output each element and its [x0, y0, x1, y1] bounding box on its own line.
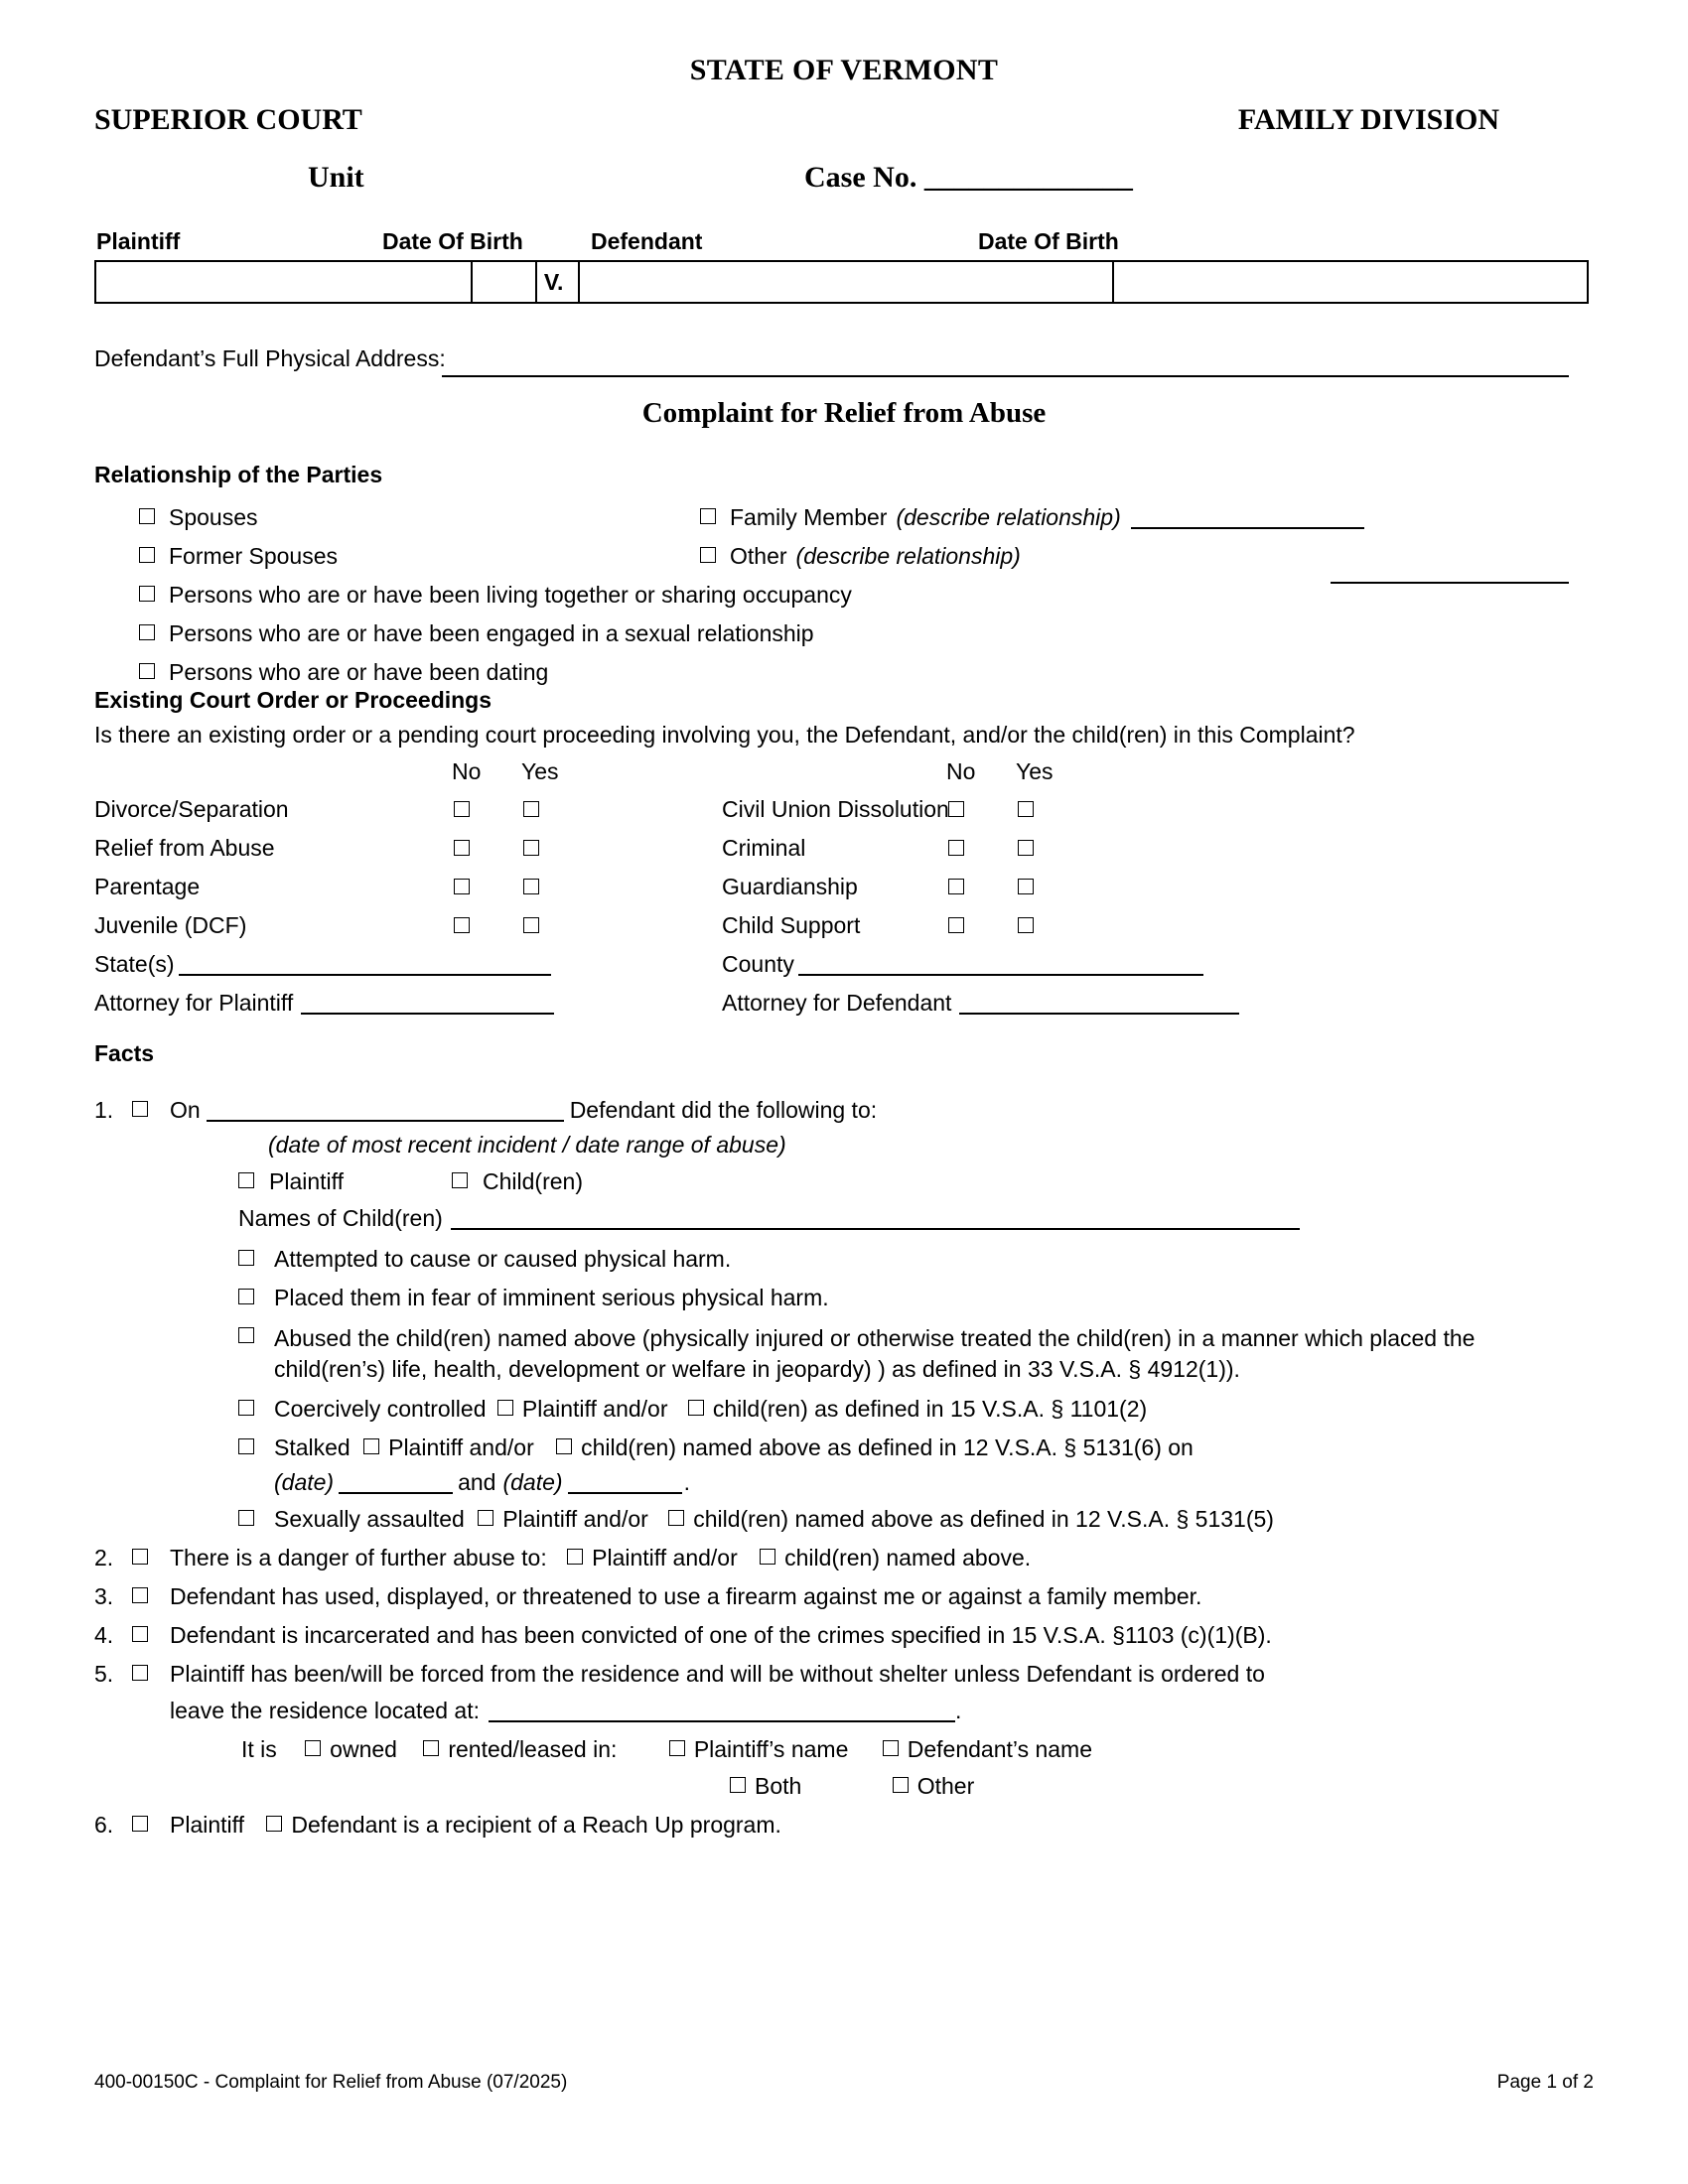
- page-number-label: Page 1 of 2: [1496, 2072, 1594, 2093]
- stalked-and-label: and: [458, 1469, 496, 1496]
- checkbox-icon-parentage-yes[interactable]: [523, 879, 539, 894]
- children-names-label: Names of Child(ren): [238, 1204, 443, 1231]
- checkbox-icon-abused-children[interactable]: [238, 1323, 274, 1350]
- relationship-option-label: Family Member: [730, 504, 888, 530]
- proceeding-label-civil-union: Civil Union Dissolution: [722, 795, 949, 822]
- checkbox-icon-fact-6-defendant[interactable]: [266, 1816, 282, 1832]
- victim-option-label: Child(ren): [483, 1167, 583, 1194]
- checkbox-icon-stalked-children[interactable]: [556, 1438, 572, 1454]
- checkbox-icon-guardianship-yes[interactable]: [1018, 879, 1034, 894]
- fact-item-2: [94, 1545, 1594, 1571]
- superior-court-label: SUPERIOR COURT: [94, 103, 362, 136]
- sexual-assault-text: Sexually assaulted: [274, 1506, 465, 1533]
- checkbox-icon[interactable]: [238, 1400, 254, 1416]
- proceedings-question: Is there an existing order or a pending court proceeding involving you, the Defendant, and/or the child(ren) in this Complaint?: [94, 722, 1355, 748]
- defendant-address-label: Defendant’s Full Physical Address:: [94, 345, 446, 371]
- versus-label: V.: [537, 262, 580, 302]
- stalked-plaintiff-label: Plaintiff and/or: [388, 1434, 534, 1461]
- defendant-address-input[interactable]: [442, 375, 1569, 377]
- stalked-dates-row: [94, 1469, 1594, 1496]
- checkbox-icon-coercive-plaintiff[interactable]: [497, 1400, 513, 1416]
- county-input[interactable]: [798, 974, 1203, 976]
- checkbox-icon-stalked-plaintiff[interactable]: [363, 1438, 379, 1454]
- relationship-option-sexual-relationship[interactable]: [139, 620, 814, 647]
- relationship-option-former-spouses[interactable]: [139, 543, 338, 570]
- relationship-section-heading: Relationship of the Parties: [94, 462, 383, 487]
- checkbox-icon[interactable]: [132, 1816, 148, 1832]
- checkbox-icon-guardianship-no[interactable]: [948, 879, 964, 894]
- plaintiff-column-label: Plaintiff: [96, 228, 181, 254]
- checkbox-icon-fact-3[interactable]: [132, 1583, 170, 1610]
- proceeding-label-juvenile: Juvenile (DCF): [94, 911, 247, 938]
- fact-number: 1.: [94, 1096, 114, 1123]
- fact-1-sub-stalked[interactable]: [94, 1434, 1594, 1461]
- defendant-address-row: [94, 345, 1594, 381]
- defendants-name-label: Defendant’s name: [907, 1736, 1093, 1763]
- fact-1-sub-abused-children[interactable]: [94, 1323, 1594, 1385]
- relationship-option-living-together[interactable]: [139, 582, 852, 609]
- fact-item-1: [94, 1097, 1594, 1124]
- checkbox-icon-divorce-yes[interactable]: [523, 801, 539, 817]
- fact-item-5[interactable]: [94, 1661, 1594, 1688]
- checkbox-icon-relief-no[interactable]: [454, 840, 470, 856]
- fact-1-sub-label: [274, 1396, 1147, 1423]
- checkbox-icon-sexual-children[interactable]: [668, 1510, 684, 1526]
- checkbox-icon[interactable]: [700, 508, 716, 524]
- checkbox-icon[interactable]: [132, 1101, 148, 1117]
- checkbox-icon-fact-2[interactable]: [132, 1545, 170, 1571]
- checkbox-icon[interactable]: [452, 1172, 468, 1188]
- checkbox-icon-criminal-no[interactable]: [948, 840, 964, 856]
- checkbox-icon-stalked[interactable]: [238, 1434, 274, 1461]
- stalked-date-1-label: (date): [274, 1469, 335, 1496]
- states-label: State(s): [94, 950, 175, 977]
- checkbox-icon-civil-union-yes[interactable]: [1018, 801, 1034, 817]
- states-input[interactable]: [179, 974, 551, 976]
- residence-address-input[interactable]: [489, 1720, 955, 1722]
- fact-2-text: [170, 1545, 1031, 1571]
- form-id-label: 400-00150C - Complaint for Relief from Abuse (07/2025): [94, 2072, 568, 2093]
- fact-1-victim-options: [94, 1168, 1594, 1195]
- form-body: [94, 40, 1594, 1839]
- caption-table: [94, 260, 1589, 304]
- victim-option-label: Plaintiff: [269, 1167, 345, 1194]
- checkbox-icon[interactable]: [139, 663, 155, 679]
- fact-1-text: [170, 1097, 877, 1124]
- stalked-date-2-input[interactable]: [568, 1492, 682, 1494]
- attorney-defendant-row: [722, 990, 1239, 1017]
- checkbox-icon[interactable]: [238, 1327, 254, 1343]
- proceedings-section-heading: Existing Court Order or Proceedings: [94, 687, 492, 713]
- fact-3-text: Defendant has used, displayed, or threatened to use a firearm against me or against a family member.: [170, 1583, 1202, 1610]
- checkbox-icon-sexual-plaintiff[interactable]: [478, 1510, 493, 1526]
- fact-2-lead: There is a danger of further abuse to:: [170, 1545, 547, 1571]
- checkbox-icon-placed-in-fear[interactable]: [238, 1285, 274, 1311]
- checkbox-icon-danger-children[interactable]: [760, 1549, 775, 1565]
- fact-number: 2.: [94, 1545, 114, 1571]
- checkbox-icon-sexual-assault[interactable]: [238, 1506, 274, 1533]
- fact-item-4[interactable]: [94, 1622, 1594, 1649]
- relationship-option-label: Other: [730, 543, 787, 569]
- fact-6-text: [170, 1812, 781, 1839]
- page-footer: [94, 2072, 1594, 2094]
- stalked-date-1-input[interactable]: [339, 1492, 453, 1494]
- relationship-option-spouses[interactable]: [139, 504, 258, 531]
- coercive-control-text: Coercively controlled: [274, 1396, 487, 1423]
- document-title: Complaint for Relief from Abuse: [641, 397, 1047, 429]
- incident-date-input[interactable]: [207, 1120, 564, 1122]
- family-division-label: FAMILY DIVISION: [1237, 103, 1499, 136]
- left-no-column-header: No: [452, 757, 482, 784]
- facts-section-heading: Facts: [94, 1039, 155, 1066]
- checkbox-icon-civil-union-no[interactable]: [948, 801, 964, 817]
- checkbox-icon-criminal-yes[interactable]: [1018, 840, 1034, 856]
- sexual-children-label: child(ren) named above as defined in 12 V.S.A. § 5131(5): [693, 1506, 1274, 1533]
- danger-plaintiff-label: Plaintiff and/or: [592, 1545, 738, 1571]
- fact-1-sub-label: [274, 1434, 1194, 1461]
- checkbox-icon-defendants-name[interactable]: [883, 1740, 899, 1756]
- stalked-text: Stalked: [274, 1434, 351, 1461]
- checkbox-icon[interactable]: [238, 1510, 254, 1526]
- proceeding-label-relief-from-abuse: Relief from Abuse: [94, 834, 275, 861]
- facts-list: [94, 1097, 1594, 1840]
- both-label: Both: [755, 1773, 802, 1800]
- checkbox-icon-child-support-yes[interactable]: [1018, 917, 1034, 933]
- family-member-describe-input[interactable]: [1131, 527, 1364, 529]
- checkbox-icon-both[interactable]: [730, 1777, 746, 1793]
- unit-label: Unit: [308, 161, 364, 194]
- fact-item-6: [94, 1812, 1594, 1839]
- relationship-option-hint: (describe relationship): [795, 543, 1021, 569]
- victim-option-children[interactable]: [452, 1168, 583, 1195]
- relationship-options: [94, 496, 1594, 685]
- proceeding-label-parentage: Parentage: [94, 873, 201, 899]
- proceeding-label-divorce: Divorce/Separation: [94, 795, 289, 822]
- checkbox-icon[interactable]: [238, 1289, 254, 1304]
- relationship-option-family-member[interactable]: [700, 504, 1364, 531]
- fact-1-sub-label: Placed them in fear of imminent serious physical harm.: [274, 1284, 829, 1310]
- coercive-plaintiff-label: Plaintiff and/or: [521, 1396, 668, 1423]
- checkbox-icon-other-owner[interactable]: [893, 1777, 909, 1793]
- checkbox-icon[interactable]: [132, 1665, 148, 1681]
- defendant-dob-input[interactable]: [1114, 262, 1587, 302]
- state-heading: STATE OF VERMONT: [689, 54, 999, 86]
- reach-up-defendant-text: Defendant is a recipient of a Reach Up program.: [291, 1812, 781, 1839]
- checkbox-icon-fact-6-plaintiff[interactable]: [132, 1812, 170, 1839]
- attorney-plaintiff-row: [94, 990, 554, 1017]
- other-describe-input[interactable]: [1331, 582, 1569, 584]
- checkbox-icon-divorce-no[interactable]: [454, 801, 470, 817]
- checkbox-icon[interactable]: [139, 624, 155, 640]
- right-yes-column-header: Yes: [1016, 757, 1054, 784]
- danger-children-label: child(ren) named above.: [784, 1545, 1032, 1571]
- fact-1-on-label: On: [170, 1096, 201, 1123]
- fact-1-sub-label: Abused the child(ren) named above (physically injured or otherwise treated the child(ren) in a manner which placed the child(ren’s) life, health, development or welfare in jeopardy) ) as defined in 33 V.S.A. § 4912(1)).: [274, 1324, 1476, 1382]
- relationship-option-hint: (describe relationship): [896, 504, 1121, 530]
- children-names-input[interactable]: [451, 1228, 1300, 1230]
- checkbox-icon-attempted[interactable]: [238, 1246, 274, 1273]
- stalked-period: .: [683, 1469, 690, 1496]
- county-field-row: [722, 951, 1203, 978]
- residence-ownership-row-2: [94, 1773, 1594, 1800]
- residence-address-row: [94, 1698, 1594, 1724]
- checkbox-icon[interactable]: [132, 1587, 148, 1603]
- caption-column-labels: [94, 228, 1594, 258]
- fact-5-text: Plaintiff has been/will be forced from the residence and will be without shelter unless Defendant is ordered to: [170, 1661, 1265, 1688]
- right-no-column-header: No: [946, 757, 976, 784]
- unit-case-row: [94, 161, 1594, 206]
- plaintiff-dob-column-label: Date Of Birth: [382, 228, 523, 254]
- owned-label: owned: [330, 1736, 397, 1763]
- fact-number: 5.: [94, 1661, 114, 1688]
- checkbox-icon-juvenile-yes[interactable]: [523, 917, 539, 933]
- residence-address-period: .: [954, 1698, 962, 1724]
- checkbox-icon-parentage-no[interactable]: [454, 879, 470, 894]
- fact-number: 3.: [94, 1583, 114, 1610]
- victim-option-plaintiff[interactable]: [238, 1168, 452, 1195]
- county-label: County: [722, 950, 794, 977]
- it-is-label: It is: [241, 1736, 277, 1763]
- relationship-option-label: Persons who are or have been engaged in a sexual relationship: [169, 620, 814, 646]
- proceeding-label-guardianship: Guardianship: [722, 873, 858, 899]
- checkbox-icon[interactable]: [700, 547, 716, 563]
- checkbox-icon-plaintiffs-name[interactable]: [669, 1740, 685, 1756]
- checkbox-icon[interactable]: [132, 1549, 148, 1565]
- children-names-row: [94, 1205, 1594, 1232]
- fact-1-sub-sexual-assault[interactable]: [94, 1506, 1594, 1533]
- checkbox-icon[interactable]: [139, 508, 155, 524]
- defendant-dob-column-label: Date Of Birth: [978, 228, 1119, 254]
- coercive-children-label: child(ren) as defined in 15 V.S.A. § 1101(2): [712, 1396, 1148, 1423]
- proceeding-label-child-support: Child Support: [722, 911, 861, 938]
- rented-label: rented/leased in:: [448, 1736, 618, 1763]
- checkbox-icon-danger-plaintiff[interactable]: [567, 1549, 583, 1565]
- checkbox-icon-coercive-children[interactable]: [688, 1400, 704, 1416]
- fact-1-sub-placed-in-fear[interactable]: [94, 1285, 1594, 1311]
- checkbox-icon-coercive-control[interactable]: [238, 1396, 274, 1423]
- relationship-option-label: Persons who are or have been living together or sharing occupancy: [169, 582, 852, 608]
- fact-4-text: Defendant is incarcerated and has been convicted of one of the crimes specified in 15 V.S.A. §1103 (c)(1)(B).: [170, 1622, 1272, 1649]
- checkbox-icon-fact-4[interactable]: [132, 1622, 170, 1649]
- checkbox-icon[interactable]: [132, 1626, 148, 1642]
- left-yes-column-header: Yes: [521, 757, 559, 784]
- checkbox-icon-child-support-no[interactable]: [948, 917, 964, 933]
- relationship-option-label: Persons who are or have been dating: [169, 659, 549, 685]
- checkbox-icon[interactable]: [238, 1250, 254, 1266]
- fact-1-sub-label: Attempted to cause or caused physical harm.: [274, 1245, 732, 1272]
- checkbox-icon-fact-5[interactable]: [132, 1661, 170, 1688]
- fact-item-3[interactable]: [94, 1583, 1594, 1610]
- checkbox-icon-fact-1[interactable]: [132, 1097, 170, 1124]
- fact-1-sub-attempted[interactable]: [94, 1246, 1594, 1273]
- fact-1-sub-label: [274, 1506, 1274, 1533]
- attorney-defendant-label: Attorney for Defendant: [722, 989, 952, 1016]
- plaintiff-name-input[interactable]: [96, 262, 473, 302]
- relationship-option-dating[interactable]: [139, 659, 548, 686]
- plaintiffs-name-label: Plaintiff’s name: [693, 1736, 849, 1763]
- checkbox-icon-relief-yes[interactable]: [523, 840, 539, 856]
- sexual-plaintiff-label: Plaintiff and/or: [502, 1506, 648, 1533]
- checkbox-icon[interactable]: [139, 586, 155, 602]
- relationship-option-label: Spouses: [169, 504, 258, 530]
- checkbox-icon[interactable]: [139, 547, 155, 563]
- fact-number: 6.: [94, 1812, 114, 1839]
- other-owner-label: Other: [916, 1773, 975, 1800]
- stalked-date-2-label: (date): [502, 1469, 563, 1496]
- stalked-children-label: child(ren) named above as defined in 12 V.S.A. § 5131(6) on: [581, 1434, 1194, 1461]
- fact-number: 4.: [94, 1622, 114, 1649]
- fact-1-sub-coercive-control[interactable]: [94, 1396, 1594, 1423]
- plaintiff-dob-input[interactable]: [473, 262, 537, 302]
- checkbox-icon[interactable]: [238, 1172, 254, 1188]
- checkbox-icon-rented[interactable]: [423, 1740, 439, 1756]
- proceedings-grid: [94, 757, 1594, 1016]
- proceeding-label-criminal: Criminal: [722, 834, 806, 861]
- incident-date-hint: (date of most recent incident / date range of abuse): [268, 1131, 786, 1158]
- attorney-plaintiff-input[interactable]: [301, 1013, 554, 1015]
- checkbox-icon-owned[interactable]: [305, 1740, 321, 1756]
- residence-address-label: leave the residence located at:: [170, 1698, 480, 1724]
- court-heading-row: [94, 103, 1594, 149]
- defendant-name-input[interactable]: [580, 262, 1115, 302]
- states-field-row: [94, 951, 551, 978]
- case-number-field[interactable]: Case No. ______________: [804, 161, 1133, 194]
- defendant-column-label: Defendant: [591, 228, 703, 254]
- attorney-defendant-input[interactable]: [959, 1013, 1239, 1015]
- checkbox-icon[interactable]: [238, 1438, 254, 1454]
- fact-1-trailing-text: Defendant did the following to:: [569, 1096, 878, 1123]
- reach-up-plaintiff-label: Plaintiff: [170, 1812, 245, 1839]
- residence-ownership-row: [94, 1736, 1594, 1763]
- checkbox-icon-juvenile-no[interactable]: [454, 917, 470, 933]
- relationship-option-label: Former Spouses: [169, 543, 339, 569]
- relationship-option-other[interactable]: [700, 543, 1021, 570]
- attorney-plaintiff-label: Attorney for Plaintiff: [94, 989, 294, 1016]
